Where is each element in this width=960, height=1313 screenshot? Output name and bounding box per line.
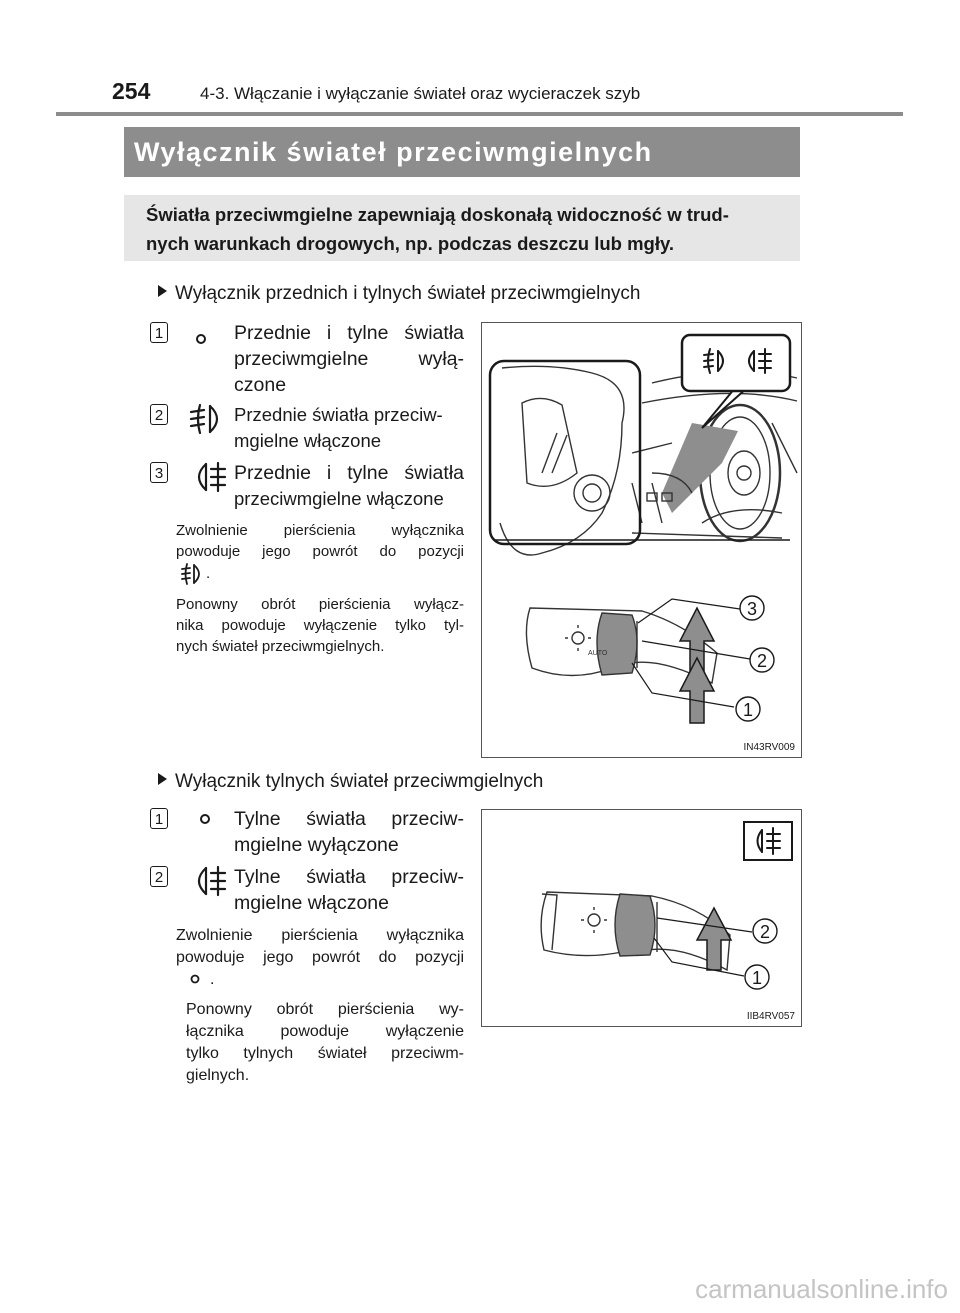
fog-off-icon xyxy=(194,332,208,346)
note-repeat xyxy=(176,594,464,657)
figure-code: IIB4RV057 xyxy=(746,1011,795,1022)
item-text-line: przeciwmgielne włączone xyxy=(234,488,444,509)
item-text-line: Tylne światła przeciw- xyxy=(234,808,464,830)
figure-code: IN43RV009 xyxy=(743,742,795,753)
note-line: powoduje jego powrót do pozycji xyxy=(176,949,464,966)
note-line: Ponowny obrót pierścienia wy- xyxy=(186,1001,464,1018)
note-line-suffix: . xyxy=(206,564,211,582)
triangle-bullet-icon xyxy=(158,773,167,785)
fog-off-icon xyxy=(198,812,212,826)
note-release xyxy=(176,925,464,991)
item-text-line: Przednie i tylne światła xyxy=(234,322,464,344)
item-text-line: mgielne włączone xyxy=(234,430,382,451)
note-repeat xyxy=(186,999,464,1087)
note-line: Ponowny obrót pierścienia wyłącz- xyxy=(176,596,464,613)
header-divider xyxy=(56,112,903,116)
item-text-line: Tylne światła przeciw- xyxy=(234,866,464,888)
illustration-steering-column xyxy=(482,323,801,757)
figure-fog-switch-1 xyxy=(481,322,802,758)
rear-fog-icon xyxy=(188,460,228,494)
figure-fog-switch-2 xyxy=(481,809,802,1027)
list-item xyxy=(150,462,464,518)
subheading-text: Wyłącznik przednich i tylnych świateł przeciwmgielnych xyxy=(175,283,641,304)
callout-2: 2 xyxy=(756,651,768,671)
front-fog-icon xyxy=(188,402,228,436)
triangle-bullet-icon xyxy=(158,285,167,297)
page-number: 254 xyxy=(112,78,151,104)
watermark: carmanualsonline.info xyxy=(695,1274,948,1304)
note-line: Zwolnienie pierścienia wyłącznika xyxy=(176,927,464,944)
item-text-line: Przednie i tylne światła xyxy=(234,462,464,484)
svg-text:AUTO: AUTO xyxy=(588,650,608,657)
subheading-front-rear xyxy=(158,283,641,305)
note-release xyxy=(176,520,464,586)
callout-1: 1 xyxy=(751,968,763,988)
intro-line-2: nych warunkach drogowych, np. podczas deszczu lub mgły. xyxy=(146,233,675,254)
item-number: 2 xyxy=(150,404,168,425)
list-item xyxy=(150,322,464,402)
item-text-line: Przednie światła przeciw- xyxy=(234,404,443,425)
list-item xyxy=(150,866,464,922)
note-line: nika powoduje wyłączenie tylko tyl- xyxy=(176,617,464,634)
section-title: Wyłącznik świateł przeciwmgielnych xyxy=(124,127,800,177)
item-text-line: przeciwmgielne wyłą- xyxy=(234,348,464,370)
note-line: łącznika powoduje wyłączenie xyxy=(186,1023,464,1040)
note-line: powoduje jego powrót do pozycji xyxy=(176,543,464,560)
note-line: gielnych. xyxy=(186,1067,250,1084)
note-line-suffix: . xyxy=(210,971,215,988)
item-number: 2 xyxy=(150,866,168,887)
callout-3: 3 xyxy=(746,599,758,619)
item-number: 1 xyxy=(150,322,168,343)
callout-1: 1 xyxy=(742,700,754,720)
illustration-stalk xyxy=(482,810,801,1026)
item-number: 3 xyxy=(150,462,168,483)
running-header: 4-3. Włączanie i wyłączanie świateł oraz wycieraczek szyb xyxy=(200,84,641,103)
note-line: Zwolnienie pierścienia wyłącznika xyxy=(176,522,464,539)
note-line: tylko tylnych świateł przeciwm- xyxy=(186,1045,464,1062)
intro-box xyxy=(124,195,800,261)
item-text-line: mgielne włączone xyxy=(234,892,390,914)
fog-off-icon xyxy=(186,971,204,989)
subheading-rear xyxy=(158,771,543,793)
item-number: 1 xyxy=(150,808,168,829)
list-item xyxy=(150,808,464,864)
item-text-line: czone xyxy=(234,374,287,396)
subheading-text: Wyłącznik tylnych świateł przeciwmgielnych xyxy=(175,771,544,792)
list-item xyxy=(150,404,464,460)
front-fog-icon xyxy=(180,562,206,586)
rear-fog-icon xyxy=(188,864,228,898)
callout-2: 2 xyxy=(759,922,771,942)
item-text-line: mgielne wyłączone xyxy=(234,834,399,856)
note-line: nych świateł przeciwmgielnych. xyxy=(176,638,385,655)
intro-line-1: Światła przeciwmgielne zapewniają doskonałą widoczność w trud- xyxy=(146,204,729,225)
